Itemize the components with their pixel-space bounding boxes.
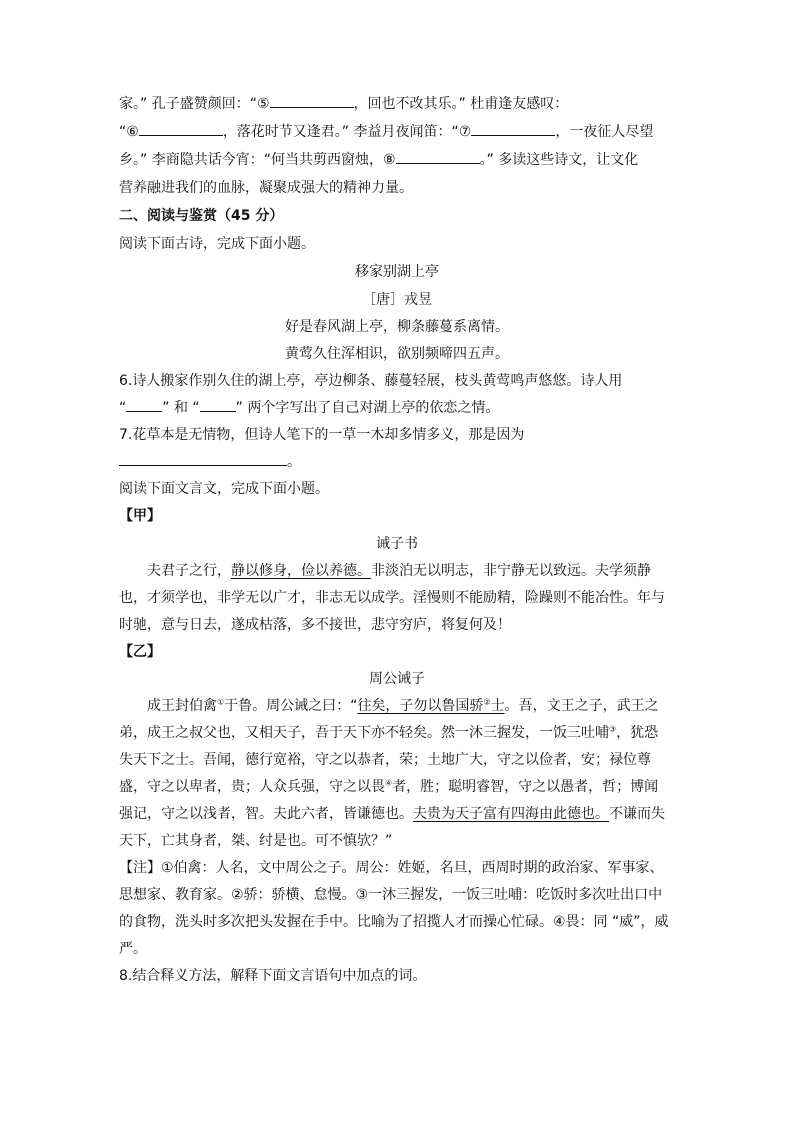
passage-label-jia: 【甲】 xyxy=(119,508,161,524)
answer-blank-q6-2[interactable] xyxy=(200,394,236,412)
text-segment: 者，胜；聪明睿智，守之以愚者，哲；博闻 xyxy=(392,779,659,795)
answer-blank-q6-1[interactable] xyxy=(126,394,162,412)
text-segment: 。吾，文王之子，武王之 xyxy=(504,698,659,714)
passage-line xyxy=(119,692,679,720)
text-segment: 于鲁。周公诫之曰：“ xyxy=(224,698,358,714)
text-segment: “⑥ xyxy=(119,124,139,140)
text-segment: 。” 多读这些诗文，让文化 xyxy=(479,152,639,168)
text-segment: ，一夜征人尽望 xyxy=(555,124,654,140)
text-segment: 夫君子之行， xyxy=(147,563,231,579)
answer-blank-6[interactable] xyxy=(139,118,223,136)
passage-line: 也，才须学也，非学无以广才，非志无以成学。淫慢则不能励精，险躁则不能冶性。年与 xyxy=(119,590,665,606)
note-line: 思想家、教育家。②骄：骄横、怠慢。③一沐三握发，一饭三吐哺：吃饭时多次吐出口中 xyxy=(119,887,663,903)
underlined-sentence: 夫贵为天子富有四海由此德也。 xyxy=(413,806,609,822)
text-line xyxy=(119,90,679,118)
section-heading: 二、阅读与鉴赏（45 分） xyxy=(119,208,284,224)
text-segment: 乡。” 李商隐共话今宵：“何当共剪西窗烛，⑧ xyxy=(119,152,396,168)
passage-line: 失天下之士。吾闻，德行宽裕，守之以恭者，荣；土地广大，守之以俭者，安；禄位尊 xyxy=(119,752,651,768)
passage-line xyxy=(119,773,679,801)
text-segment: ，回也不改其乐。” 杜甫逢友感叹： xyxy=(353,96,569,112)
passage-line: 时驰，意与日去，遂成枯落，多不接世，悲守穷庐，将复何及！ xyxy=(119,617,511,633)
question-6-line2 xyxy=(119,394,679,422)
text-segment: 往矣，子勿以鲁国骄 xyxy=(357,698,484,714)
passage-line xyxy=(119,557,679,585)
text-segment: ” 两个字写出了自己对湖上亭的依恋之情。 xyxy=(235,400,500,416)
instruction: 阅读下面文言文，完成下面小题。 xyxy=(119,481,329,497)
passage-title: 周公诫子 xyxy=(369,671,425,687)
underlined-sentence xyxy=(357,698,504,714)
text-segment: 非淡泊无以明志，非宁静无以致远。夫学须静 xyxy=(371,563,651,579)
question-7: 7.花草本是无情物，但诗人笔下的一草一木却多情多义，那是因为 xyxy=(119,427,525,443)
text-segment: 。 xyxy=(287,454,301,470)
poem-author: ［唐］戎昱 xyxy=(362,292,432,308)
footnote-marker: ① xyxy=(217,697,225,707)
passage-label-yi: 【乙】 xyxy=(119,644,161,660)
note-line: 【注】①伯禽：人名，文中周公之子。周公：姓姬，名旦，西周时期的政治家、军事家、 xyxy=(119,860,664,876)
question-6: 6.诗人搬家作别久住的湖上亭，亭边柳条、藤蔓轻展，枝头黄莺鸣声悠悠。诗人用 xyxy=(119,373,623,389)
text-line xyxy=(119,118,679,146)
passage-title: 诫子书 xyxy=(376,536,418,552)
footnote-marker: ③ xyxy=(609,724,617,734)
passage-line xyxy=(119,800,679,828)
text-segment: 不谦而失 xyxy=(609,806,665,822)
answer-blank-7[interactable] xyxy=(471,118,555,136)
text-segment: 士 xyxy=(490,698,505,714)
text-segment: 成王封伯禽 xyxy=(147,698,217,714)
text-segment: 盛，守之以卑者，贵；人众兵强，守之以畏 xyxy=(119,779,385,795)
poem-line: 黄莺久住浑相识，欲别频啼四五声。 xyxy=(285,346,509,362)
passage-line xyxy=(119,719,679,747)
poem-title: 移家别湖上亭 xyxy=(355,264,439,280)
text-segment: ，落花时节又逢君。” 李益月夜闻笛：“⑦ xyxy=(222,124,472,140)
text-line: 营养融进我们的血脉，凝聚成强大的精神力量。 xyxy=(119,180,413,196)
question-7-line2 xyxy=(119,448,679,476)
instruction: 阅读下面古诗，完成下面小题。 xyxy=(119,236,315,252)
text-segment: ” 和 “ xyxy=(162,400,200,416)
note-line: 严。 xyxy=(119,941,147,957)
poem-line: 好是春风湖上亭，柳条藤蔓系离情。 xyxy=(285,319,509,335)
footnote-marker: ② xyxy=(483,697,491,707)
note-line: 的食物，洗头时多次把头发握在手中。比喻为了招揽人才而操心忙碌。④畏：同 “威”，威 xyxy=(119,914,669,930)
underlined-sentence: 静以修身，俭以养德。 xyxy=(231,563,371,579)
question-8: 8.结合释义方法，解释下面文言语句中加点的词。 xyxy=(119,968,427,984)
text-segment: 弟，成王之叔父也，又相天子，吾于天下亦不轻矣。然一沐三握发，一饭三吐哺 xyxy=(119,725,609,741)
footnote-marker: ④ xyxy=(385,778,393,788)
passage-line: 天下，亡其身者，桀、纣是也。可不慎欤？” xyxy=(119,833,393,849)
text-line xyxy=(119,146,679,174)
text-segment: 强记，守之以浅者，智。夫此六者，皆谦德也。 xyxy=(119,806,413,822)
answer-blank-5[interactable] xyxy=(270,90,354,108)
text-segment: 家。” 孔子盛赞颜回：“⑤ xyxy=(119,96,270,112)
answer-blank-q7[interactable] xyxy=(119,448,287,466)
answer-blank-8[interactable] xyxy=(396,146,480,164)
text-segment: ，犹恐 xyxy=(616,725,659,741)
text-segment: “ xyxy=(119,400,127,416)
